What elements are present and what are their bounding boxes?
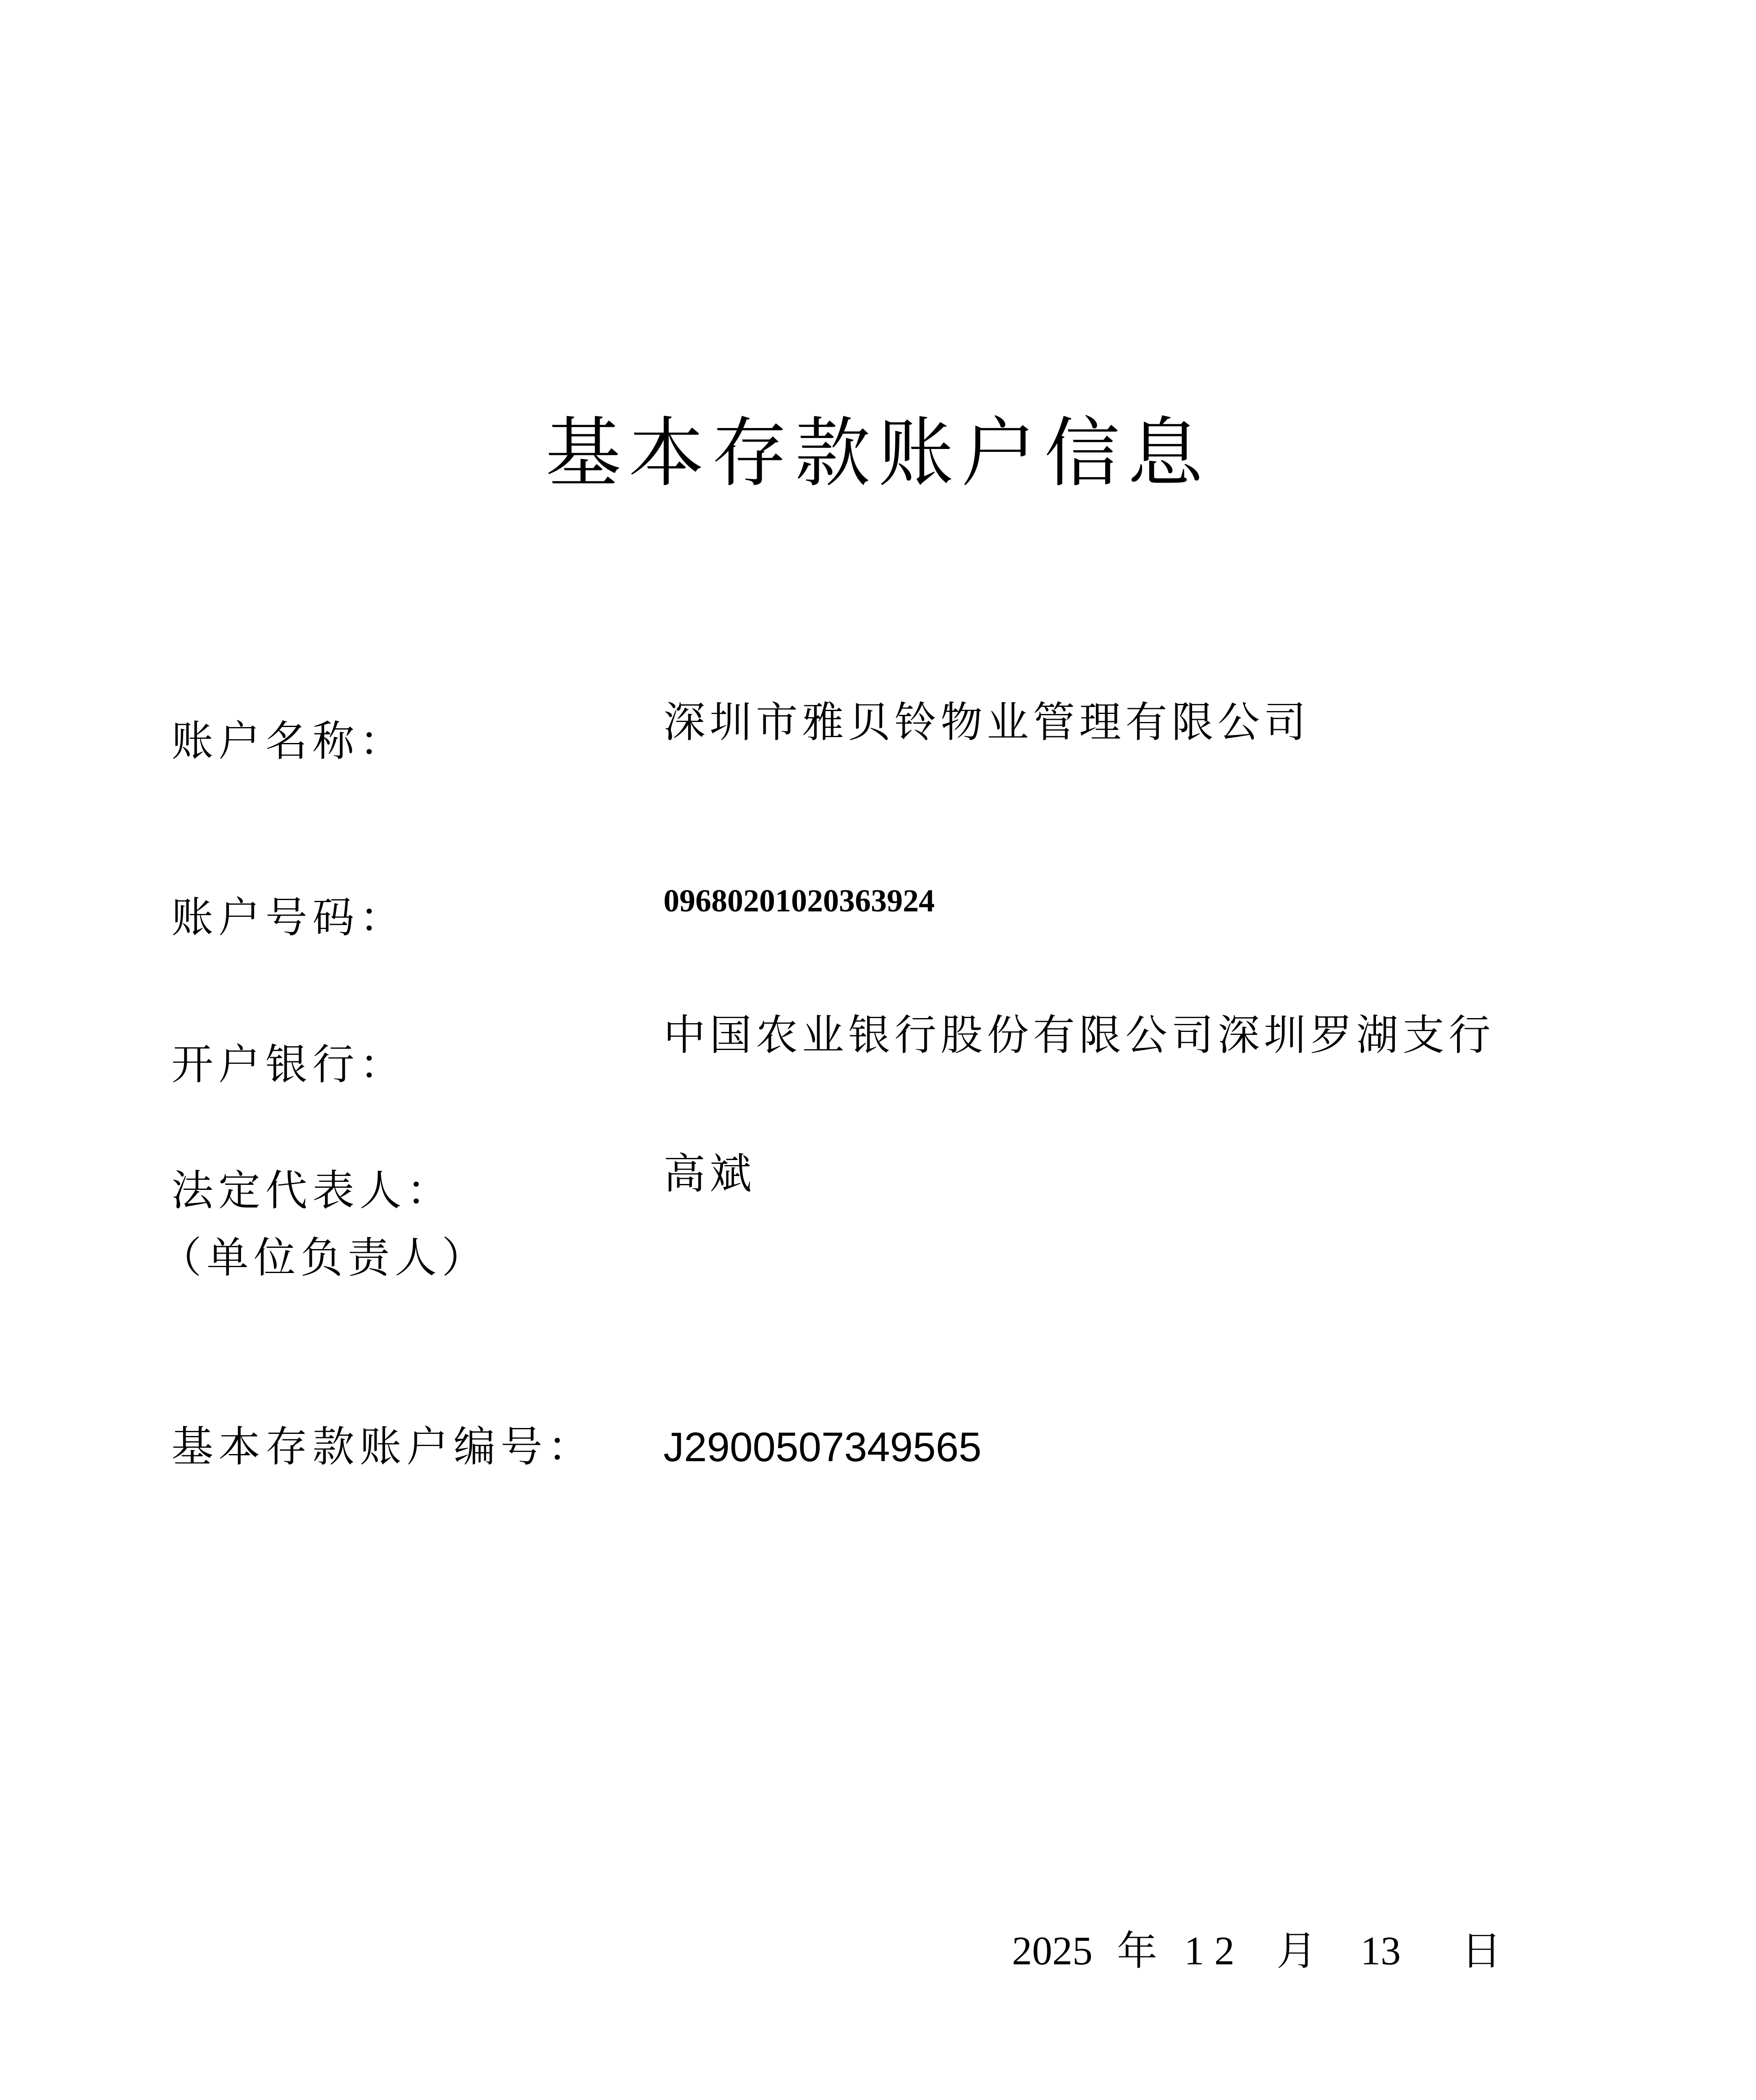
legal-rep-sublabel: （单位负责人） <box>160 1233 489 1282</box>
account-number-value: 09680201020363924 <box>663 883 935 919</box>
account-number-label: 账户号码： <box>171 893 406 942</box>
date-day-unit: 日 <box>1461 1927 1502 1974</box>
page-title: 基本存款账户信息 <box>545 410 1211 497</box>
date-month: 1 2 <box>1184 1928 1234 1973</box>
bank-value: 中国农业银行股份有限公司深圳罗湖支行 <box>663 1011 1495 1060</box>
legal-rep-label: 法定代表人： <box>171 1166 453 1215</box>
basic-account-number-value: J2900507349565 <box>663 1424 982 1470</box>
account-name-label: 账户名称： <box>171 717 406 766</box>
date-year-unit: 年 <box>1117 1927 1157 1974</box>
basic-account-number-label: 基本存款账户编号： <box>171 1422 595 1471</box>
date-year: 2025 <box>1012 1928 1093 1973</box>
date-day: 13 <box>1360 1928 1401 1973</box>
legal-rep-value: 高斌 <box>663 1149 756 1198</box>
account-name-value: 深圳市雅贝铃物业管理有限公司 <box>663 698 1310 747</box>
bank-label: 开户银行： <box>171 1040 406 1089</box>
date-month-unit: 月 <box>1276 1927 1317 1974</box>
